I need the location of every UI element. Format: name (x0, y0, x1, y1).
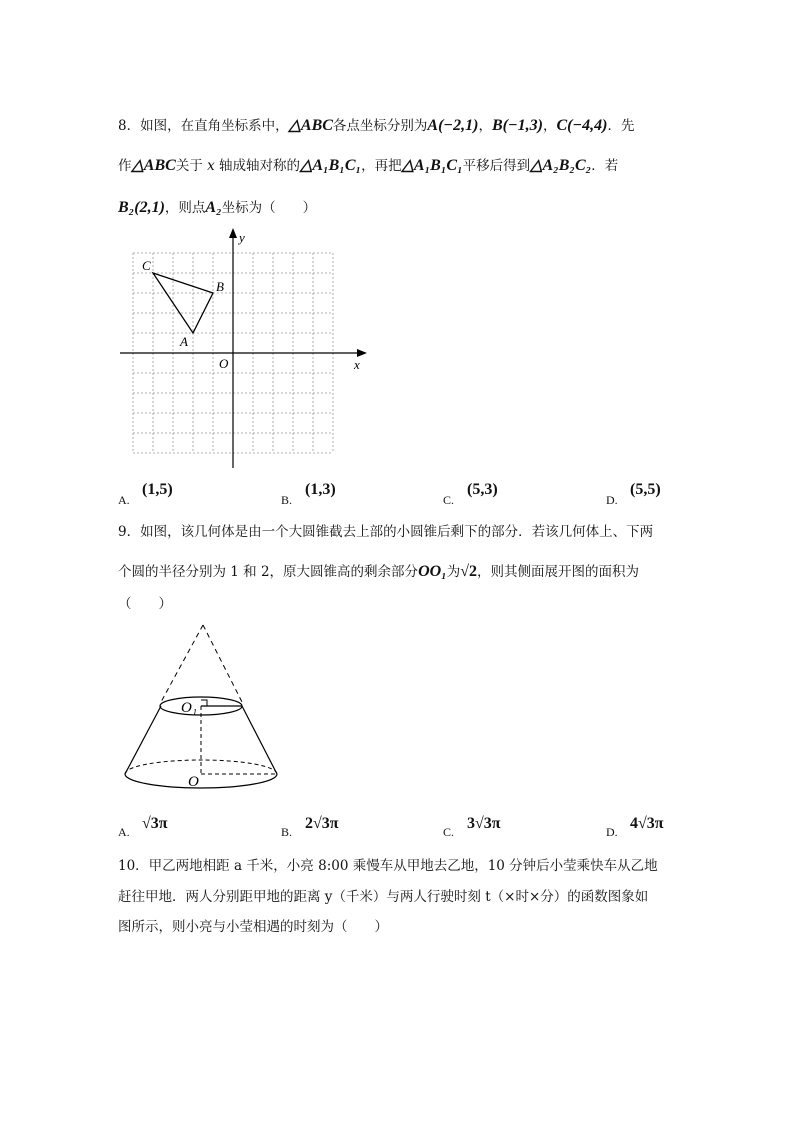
label-b: B (216, 279, 224, 294)
oo1-symbol: OO₁ (418, 563, 447, 580)
q9-line3: （ ） (118, 596, 172, 612)
q8-option-d-value: (5,5) (630, 481, 661, 498)
q9-option-a-value: √3π (142, 815, 168, 832)
q9-option-b-value: 2√3π (305, 815, 339, 832)
label-o: O (188, 774, 199, 790)
q8-text: ．先 (607, 118, 635, 134)
label-o: O (219, 356, 229, 371)
q8-text: ，则点 (164, 200, 206, 216)
q8-text: 8．如图，在直角坐标系中， (118, 118, 289, 134)
q9-option-d-value: 4√3π (630, 815, 664, 832)
q8-line1: 8．如图，在直角坐标系中，△ABC各点坐标分别为A(−2,1)，B(−1,3)，C(−4,4)．先 (118, 117, 635, 134)
q8-option-b-value: (1,3) (305, 481, 336, 498)
q10-line1: 10．甲乙两地相距 a 千米，小亮 8:00 乘慢车从甲地去乙地，10 分钟后小莹乘快车从乙地 (118, 858, 658, 874)
q8-option-a-letter: A. (118, 493, 130, 507)
q9-option-c-value: 3√3π (467, 815, 501, 832)
x-axis-arrow (357, 349, 367, 357)
q9-text: 个圆的半径分别为 1 和 2，原大圆锥高的剩余部分 (118, 564, 419, 580)
q8-text: 平移后得到 (462, 158, 531, 174)
upper-cone-right (203, 625, 242, 702)
q8-option-b-letter: B. (281, 493, 293, 507)
q9-text: 为 (446, 564, 461, 580)
point-b2-coord: B₂(2,1) (118, 199, 165, 216)
q9-frustum-figure (115, 620, 290, 795)
y-axis-arrow (229, 228, 237, 238)
q8-text: 作 (118, 158, 132, 174)
q8-text: 关于 (175, 158, 203, 174)
q8-text: 坐标为（ ） (221, 200, 317, 216)
q8-option-a-value: (1,5) (142, 481, 173, 498)
q8-text: ．若 (591, 158, 619, 174)
point-b-coord: B(−1,3) (491, 117, 543, 134)
label-o1: O₁ (181, 700, 198, 716)
triangle-a1b1c1: △A₁B₁C₁ (401, 157, 463, 174)
triangle-abc: △ABC (288, 117, 333, 134)
point-c-coord: C(−4,4) (556, 117, 608, 134)
triangle-a2b2c2: △A₂B₂C₂ (530, 157, 592, 174)
frustum-right-edge (242, 706, 277, 774)
q8-line2 (118, 154, 618, 175)
q9-line2 (118, 560, 639, 581)
q9-option-c-letter: C. (443, 825, 455, 839)
q8-line3 (118, 196, 316, 217)
label-c: C (142, 258, 151, 273)
triangle-a1b1c1: △A₁B₁C₁ (300, 157, 362, 174)
point-a-coord: A(−2,1) (427, 117, 479, 134)
q10-line3: 图所示，则小亮与小莹相遇的时刻为（ ） (118, 919, 388, 935)
q8-text: 轴成轴对称的 (219, 158, 301, 174)
q8-text: ，再把 (361, 158, 402, 174)
x-variable: x (207, 158, 215, 174)
sqrt2-symbol: √2 (460, 563, 478, 580)
bottom-circle-front (125, 774, 277, 788)
triangle-abc-shape (153, 273, 213, 333)
q8-option-c-letter: C. (443, 493, 455, 507)
q9-option-b-letter: B. (281, 825, 293, 839)
q9-option-d-letter: D. (606, 825, 618, 839)
q8-coordinate-figure (112, 222, 374, 470)
label-y: y (239, 230, 245, 245)
q9-option-a-letter: A. (118, 825, 130, 839)
triangle-abc: △ABC (131, 157, 176, 174)
label-x: x (354, 357, 360, 372)
right-angle-mark (201, 700, 207, 706)
q8-text: 各点坐标分别为 (332, 118, 428, 134)
q8-option-c-value: (5,3) (467, 481, 498, 498)
q9-text: ，则其侧面展开图的面积为 (477, 564, 640, 580)
q10-line2: 赶往甲地．两人分别距甲地的距离 y（千米）与两人行驶时刻 t（×时×分）的函数图象如 (118, 889, 649, 905)
q8-option-d-letter: D. (606, 493, 618, 507)
point-a2: A₂ (205, 199, 222, 216)
q9-line1: 9．如图，该几何体是由一个大圆锥截去上部的小圆锥后剩下的部分．若该几何体上、下两 (118, 524, 654, 540)
upper-cone-left (161, 625, 203, 702)
label-a: A (180, 334, 188, 349)
frustum-left-edge (125, 706, 161, 774)
